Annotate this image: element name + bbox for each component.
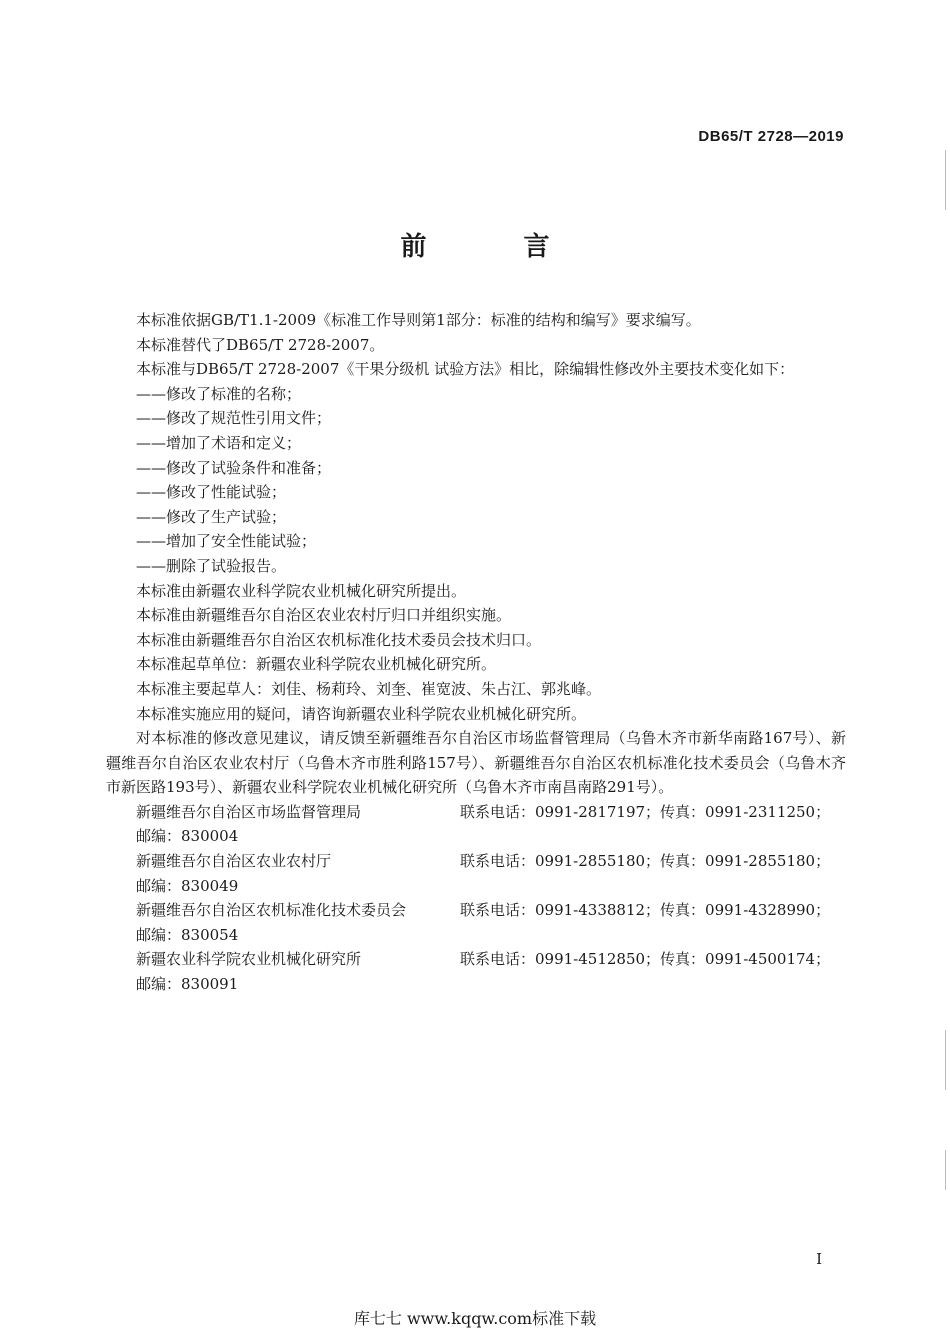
change-item: ——修改了生产试验；: [136, 507, 287, 526]
contact-row: [106, 947, 846, 972]
contact-zip: 邮编：830004: [136, 827, 239, 846]
scan-edge-mark: [945, 1150, 946, 1190]
statement: 本标准主要起草人：刘佳、杨莉玲、刘奎、崔宽波、朱占江、郭兆峰。: [136, 679, 602, 698]
change-item: ——修改了试验条件和准备；: [136, 458, 332, 477]
contact-row: [106, 800, 846, 825]
change-item: ——修改了规范性引用文件；: [136, 409, 332, 428]
change-item: ——增加了安全性能试验；: [136, 532, 317, 551]
statement: 本标准由新疆维吾尔自治区农业农村厅归口并组织实施。: [136, 606, 512, 625]
contact-phone: 联系电话：0991-2817197；传真：0991-2311250；: [460, 802, 831, 821]
contact-phone: 联系电话：0991-2855180；传真：0991-2855180；: [460, 852, 831, 871]
change-item: ——删除了试验报告。: [136, 556, 287, 575]
paragraph: 本标准替代了DB65/T 2728-2007。: [136, 335, 385, 354]
contact-org: 新疆维吾尔自治区农机标准化技术委员会: [136, 901, 407, 920]
paragraph: 本标准与DB65/T 2728-2007《干果分级机 试验方法》相比，除编辑性修改外主要技术变化如下：: [136, 360, 795, 379]
change-item: ——修改了标准的名称；: [136, 384, 302, 403]
contact-phone: 联系电话：0991-4338812；传真：0991-4328990；: [460, 901, 831, 920]
paragraph: 本标准依据GB/T1.1-2009《标准工作导则第1部分：标准的结构和编写》要求编写。: [136, 311, 701, 329]
document-code: DB65/T 2728—2019: [698, 128, 844, 145]
scan-edge-mark: [945, 1030, 946, 1090]
change-item: ——增加了术语和定义；: [136, 433, 302, 452]
footer-watermark: 库七七 www.kqqw.com标准下载: [353, 1309, 597, 1328]
contact-org: 新疆维吾尔自治区市场监督管理局: [136, 802, 362, 821]
contact-row: [106, 898, 846, 923]
contact-zip: 邮编：830054: [136, 925, 239, 944]
document-body: [106, 308, 846, 997]
page-title: 前 言: [400, 232, 594, 262]
feedback-paragraph: 对本标准的修改意见建议，请反馈至新疆维吾尔自治区市场监督管理局（乌鲁木齐市新华南路167号）、新疆维吾尔自治区农业农村厅（乌鲁木齐市胜利路157号）、新疆维吾尔自治区农机标准化技术委员会（乌鲁木齐市新医路193号）、新疆农业科学院农业机械化研究所（乌鲁木齐市南昌南路291号）。: [106, 729, 846, 797]
change-item: ——修改了性能试验；: [136, 483, 287, 502]
statement: 本标准起草单位：新疆农业科学院农业机械化研究所。: [136, 655, 497, 674]
contact-org: 新疆维吾尔自治区农业农村厅: [136, 852, 332, 871]
contact-zip: 邮编：830049: [136, 876, 239, 895]
contact-phone: 联系电话：0991-4512850；传真：0991-4500174；: [460, 950, 831, 969]
contact-org: 新疆农业科学院农业机械化研究所: [136, 950, 362, 969]
page-number: I: [816, 1250, 822, 1268]
contact-row: [106, 849, 846, 874]
statement: 本标准由新疆维吾尔自治区农机标准化技术委员会技术归口。: [136, 630, 542, 649]
scan-edge-mark: [945, 150, 946, 210]
contact-zip: 邮编：830091: [136, 975, 239, 994]
statement: 本标准实施应用的疑问，请咨询新疆农业科学院农业机械化研究所。: [136, 704, 587, 723]
statement: 本标准由新疆农业科学院农业机械化研究所提出。: [136, 581, 467, 600]
